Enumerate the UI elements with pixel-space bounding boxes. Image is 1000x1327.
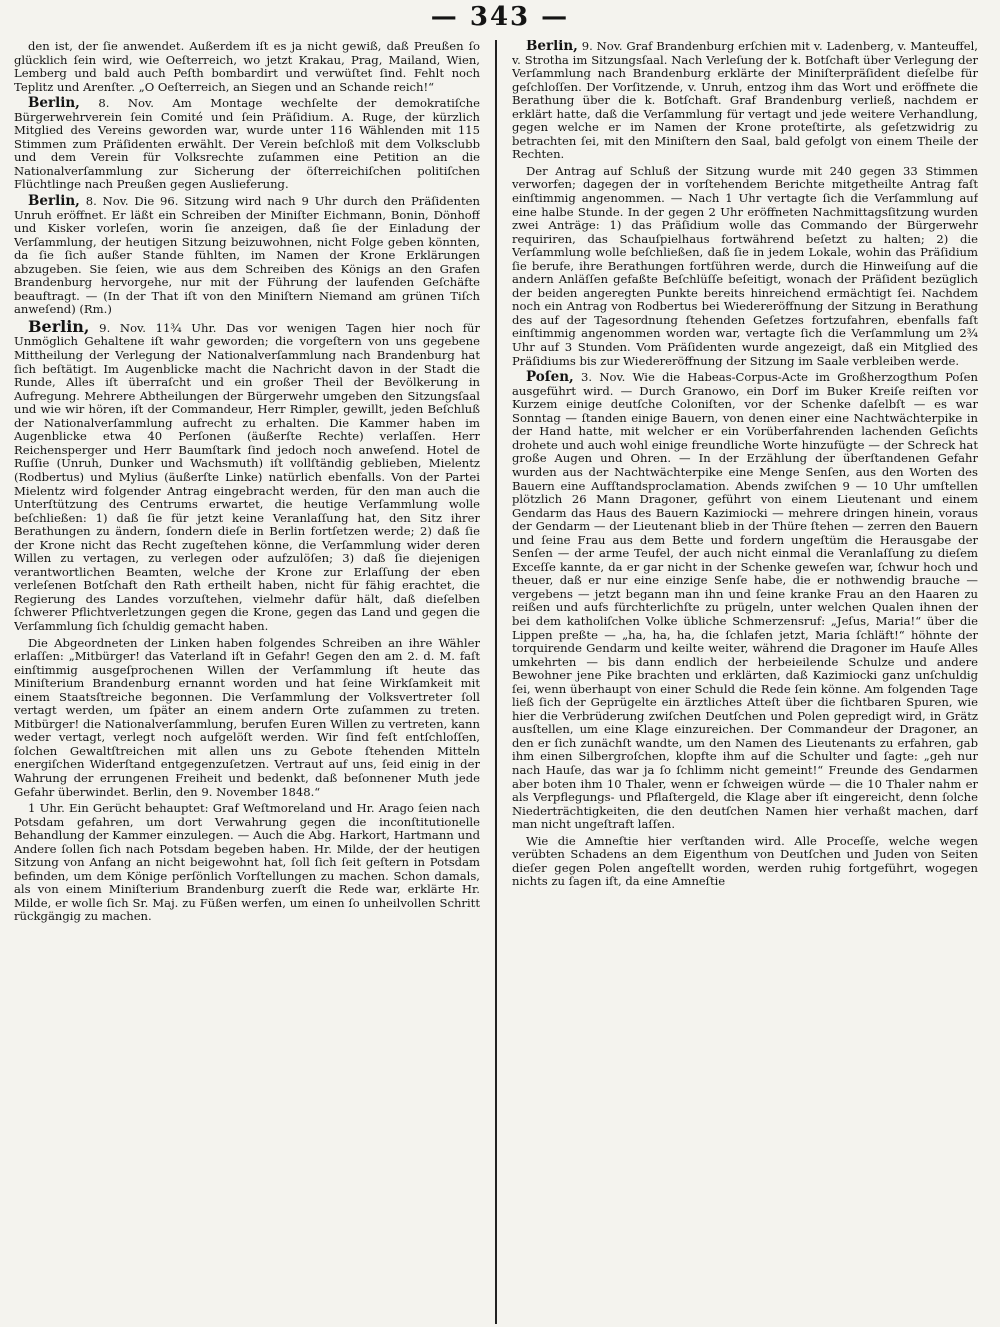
- article-paragraph: [512, 371, 978, 832]
- dateline-place: Berlin,: [526, 40, 578, 54]
- article-text: 9. Nov. Graf Brandenburg erſchien mit v. Ladenberg, v. Manteuffel, v. Strotha im Sitzungsſaal. Nach Verleſung der k. Botſchaft über Verlegung der Verſammlung nach Brandenburg erklärte der Miniſterpräſident dieſelbe für geſchloſſen. Der Vorſitzende, v. Unruh, entzog ihm das Wort und eröffnete die Berathung über die k. Botſchaft. Graf Brandenburg verließ, nachdem er erklärt hatte, daß die Verſammlung für vertagt und jede weitere Verhandlung, gegen welche er im Namen der Krone proteſtirte, als geſetzwidrig zu betrachten ſei, mit den Miniſtern den Saal, bald gefolgt von einem Theile der Rechten.: [512, 40, 978, 162]
- dateline-place: Berlin,: [28, 193, 80, 210]
- article-paragraph: [14, 316, 480, 634]
- article-text: 9. Nov. 11¾ Uhr. Das vor wenigen Tagen hier noch für Unmöglich Gehaltene iſt wahr geworden; die vorgeſtern von uns gegebene Mittheilung der Verlegung der Nationalverſammlung nach Brandenburg hat ſich beſtätigt. Im Augenblicke macht die Nachricht davon in der Stadt die Runde, Alles iſt überraſcht und ein großer Theil der Bevölkerung in Aufregung. Mehrere Abtheilungen der Bürgerwehr umgeben den Sitzungsſaal und wie wir hören, iſt der Commandeur, Herr Rimpler, gewillt, jeden Beſchluß der Nationalverſammlung aufrecht zu erhalten. Die Kammer haben im Augenblicke etwa 40 Perſonen (äußerſte Rechte) verlaſſen. Herr Reichensperger und Herr Baumſtark ſind jedoch noch anweſend. Hotel de Ruſſie (Unruh, Dunker und Wachsmuth) iſt vollſtändig geblieben, Mielentz (Rodbertus) und Mylius (äußerſte Linke) natürlich ebenfalls. Von der Partei Mielentz wird folgender Antrag eingebracht werden, für den man auch die Unterſtützung des Centrums erwartet, die heutige Verſammlung wolle beſchließen: 1) daß ſie für jetzt keine Veranlaſſung hat, den Sitz ihrer Berathungen zu ändern, ſondern dieſe in Berlin fortſetzen werde; 2) daß ſie der Krone nicht das Recht zugeſtehen könne, die Verſammlung wider deren Willen zu vertagen, zu verlegen oder aufzulöſen; 3) daß ſie diejenigen verantwortlichen Beamten, welche der Krone zur Erlaſſung der eben verleſenen Botſchaft den Rath ertheilt haben, nicht für fähig erachtet, die Regierung des Landes vorzuſtehen, vielmehr dafür hält, daß dieſelben ſchwerer Pflichtverletzungen gegen die Krone, gegen das Land und gegen die Verſammlung ſich ſchuldig gemacht haben.: [14, 320, 480, 633]
- article-text: 8. Nov. Am Montage wechſelte der demokratiſche Bürgerwehrverein ſein Comité und ſein Präſidium. A. Ruge, der kürzlich Mitglied des Vereins geworden war, wurde unter 116 Wählenden mit 115 Stimmen zum Präſidenten erwählt. Der Verein beſchloß mit dem Volksclubb und dem Verein für Volksrechte zuſammen eine Petition an die Nationalverſammlung zur Sicherung der öſterreichiſchen politiſchen Flüchtlinge nach Preußen gegen Auslieferung.: [14, 96, 480, 192]
- article-paragraph: Die Abgeordneten der Linken haben folgendes Schreiben an ihre Wähler erlaſſen: „Mitbürger! das Vaterland iſt in Gefahr! Gegen den am 2. d. M. faſt einſtimmig ausgeſprochenen Willen der Verſammlung iſt heute das Miniſterium Brandenburg ernannt worden und hat ſeine Wirkſamkeit mit einem Staatsſtreiche begonnen. Die Verſammlung der Volksvertreter ſoll vertagt werden, um ſpäter an einem andern Orte zuſammen zu treten. Mitbürger! die Nationalverſammlung, berufen Euren Willen zu vertreten, kann weder vertagt, verlegt noch aufgelöſt werden. Wir ſind feſt entſchloſſen, ſolchen Gewaltſtreichen mit allen uns zu Gebote ſtehenden Mitteln energiſchen Widerſtand entgegenzuſetzen. Vertraut auf uns, ſeid einig in der Wahrung der errungenen Freiheit und bedenkt, daß beſonnener Muth jede Gefahr überwindet. Berlin, den 9. November 1848.“: [14, 635, 480, 799]
- article-paragraph: Wie die Amneſtie hier verſtanden wird. Alle Proceſſe, welche wegen verübten Schadens an dem Eigenthum von Deutſchen und Juden von Seiten dieſer gegen Polen angeſtellt worden, werden ruhig fortgeführt, wogegen nichts zu ſagen iſt, da eine Amneſtie: [512, 833, 978, 889]
- article-text: 3. Nov. Wie die Habeas-Corpus-Acte im Großherzogthum Poſen ausgeführt wird. — Durch Granowo, ein Dorf im Buker Kreiſe reiſten vor Kurzem einige deutſche Coloniſten, vor der Schenke daſelbſt — es war Sonntag — ſtanden einige Bauern, von denen einer eine Nachtwächterpike in der Hand hatte, mit welcher er ein Vorüberfahrenden lachenden Geſichts drohete und auch wohl einige freundliche Worte hinzufügte — der Schreck hat große Augen und Ohren. — In der Erzählung der überſtandenen Gefahr wurden aus der Nachtwächterpike eine Menge Senſen, aus den Worten des Bauern eine Aufſtandsproclamation. Abends zwiſchen 9 — 10 Uhr umſtellen plötzlich 26 Mann Dragoner, geführt von einem Lieutenant und einem Gendarm das Haus des Bauern Kazimiocki — mehrere dringen hinein, voraus der Gendarm — der Lieutenant blieb in der Thüre ſtehen — zerren den Bauern und ſeine Frau aus dem Bette und fordern ungeſtüm die Herausgabe der Senſen — der arme Teufel, der auch nicht einmal die Veranlaſſung zu dieſem Exceſſe kannte, da er gar nicht in der Schenke geweſen war, ſchwur hoch und theuer, daß er nur eine einzige Senſe habe, die er nothwendig brauche — vergebens — jetzt begann man ihn und ſeine kranke Frau an den Haaren zu reißen und aufs fürchterlichſte zu prügeln, unter welchen Qualen ihnen der bei dem katholiſchen Volke übliche Schmerzensruf: „Jeſus, Maria!“ über die Lippen preßte — „ha, ha, ha, die ſchlafen jetzt, Maria ſchläft!“ höhnte der torquirende Gendarm und keilte weiter, während die Dragoner im Hauſe Alles umkehrten — bis dann endlich der herbeieilende Schulze und andere Bewohner jene Pike brachten und erklärten, daß Kazimiocki ganz unſchuldig ſei, wenn überhaupt von einer Schuld die Rede ſein könne. Am folgenden Tage ließ ſich der Geprügelte ein ärztliches Atteſt über die ſichtbaren Spuren, wie hier die Verbrüderung zwiſchen Deutſchen und Polen gepredigt wird, in Grätz ausſtellen, um eine Klage einzureichen. Der Commandeur der Dragoner, an den er ſich zunächſt wandte, um den Namen des Lieutenants zu erfahren, gab ihm einen Silbergroſchen, klopfte ihm auf die Schulter und ſagte: „geh nur nach Hauſe, das war ja ſo ſchlimm nicht gemeint!“ Freunde des Gendarmen aber boten ihm 10 Thaler, wenn er ſchweigen würde — die 10 Thaler nahm er als Verpflegungs- und Pflaſtergeld, die Klage aber iſt eingereicht, denn ſolche Niederträchtigkeiten, die den deutſchen Namen hier verhaßt machen, darf man nicht ungeſtraft laſſen.: [512, 370, 978, 832]
- article-text: 8. Nov. Die 96. Sitzung wird nach 9 Uhr durch den Präſidenten Unruh eröffnet. Er läßt ein Schreiben der Miniſter Eichmann, Bonin, Dönhoff und Kisker vorleſen, worin ſie anzeigen, daß ſie der Einladung der Verſammlung, der heutigen Sitzung beizuwohnen, nicht Folge geben könnten, da ſie ſich außer Stande fühlten, im Namen der Krone Erklärungen abzugeben. Sie ſeien, wie aus dem Schreiben des Königs an den Grafen Brandenburg hervorgehe, nur mit der Führung der laufenden Geſchäfte beauftragt. — (In der That iſt von den Miniſtern Niemand am grünen Tiſch anweſend) (Rm.): [14, 194, 480, 317]
- left-column: [14, 40, 480, 1322]
- column-divider: [495, 40, 497, 1324]
- dateline-place: Poſen,: [526, 369, 574, 386]
- article-paragraph: Der Antrag auf Schluß der Sitzung wurde mit 240 gegen 33 Stimmen verworfen; dagegen der in vorſtehendem Berichte mitgetheilte Antrag faſt einſtimmig angenommen. — Nach 1 Uhr vertagte ſich die Verſammlung auf eine halbe Stunde. In der gegen 2 Uhr eröffneten Nachmittagsſitzung wurden zwei Anträge: 1) das Präſidium wolle das Commando der Bürgerwehr requiriren, das Schauſpielhaus fortwährend beſetzt zu halten; 2) die Verſammlung wolle beſchließen, daß ſie in jedem Lokale, wohin das Präſidium ſie berufe, ihre Berathungen fortſühren werde, durch die Hinweiſung auf die andern Anläſſen gefaßte Beſchlüſſe beſeitigt, wonach der Präſident bezüglich der beiden angeregten Punkte bereits hinreichend ermächtigt ſei. Nachdem noch ein Antrag von Rodbertus bei Wiedereröffnung der Sitzung in Berathung des auf der Tagesordnung ſtehenden Geſetzes fortzufahren, ebenfalls faſt einſtimmig angenommen worden war, vertagte ſich die Verſammlung um 2¾ Uhr auf 3 Stunden. Vom Präſidenten wurde angezeigt, daß ein Mitglied des Präſidiums bis zur Wiedereröffnung der Sitzung im Saale verbleiben werde.: [512, 163, 978, 368]
- article-paragraph: 1 Uhr. Ein Gerücht behauptet: Graf Weſtmoreland und Hr. Arago ſeien nach Potsdam gefahren, um dort Verwahrung gegen die inconſtitutionelle Behandlung der Kammer einzulegen. — Auch die Abg. Harkort, Hartmann und Andere ſollen ſich nach Potsdam begeben haben. Hr. Milde, der der heutigen Sitzung von Anfang an nicht beigewohnt hat, ſoll ſich ſeit geſtern in Potsdam befinden, um dem Könige perſönlich Vorſtellungen zu machen. Schon damals, als von einem Miniſterium Brandenburg zuerſt die Rede war, erklärte Hr. Milde, er wolle ſich Sr. Maj. zu Füßen werfen, um einen ſo unheilvollen Schritt rückgängig zu machen.: [14, 801, 480, 924]
- article-paragraph: den ist, der ſie anwendet. Außerdem iſt es ja nicht gewiß, daß Preußen ſo glücklich ſein wird, wie Oeſterreich, wo jetzt Krakau, Prag, Mailand, Wien, Lemberg und bald auch Peſth bombardirt und verwüſtet ſind. Fehlt noch Teplitz und Arenſter. „O Oeſterreich, an Siegen und an Schande reich!“: [14, 40, 480, 94]
- article-paragraph: [14, 195, 480, 317]
- page-number: — 343 —: [430, 2, 570, 32]
- right-column: [512, 40, 978, 1322]
- dateline-place: Berlin,: [28, 95, 80, 112]
- article-paragraph: [512, 40, 978, 162]
- dateline-place: Berlin,: [28, 316, 90, 336]
- article-paragraph: [14, 97, 480, 192]
